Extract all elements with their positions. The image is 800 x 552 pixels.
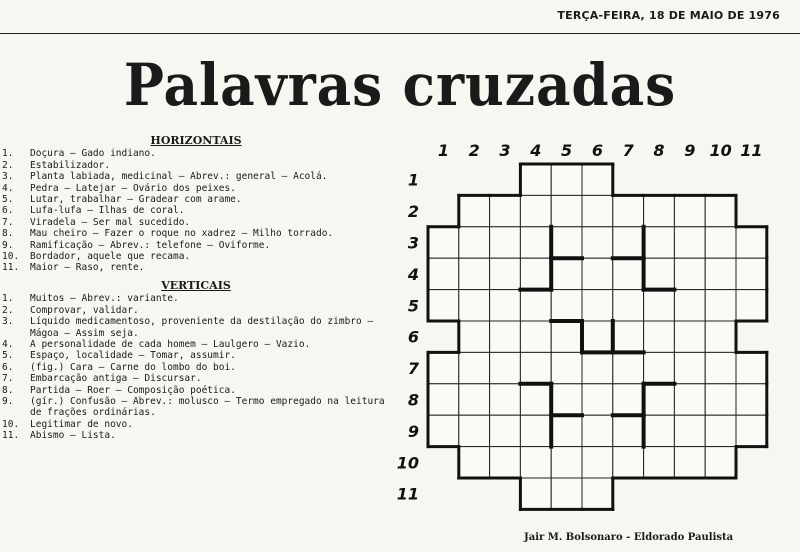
clue-number: 3. [2, 316, 14, 328]
grid-cell[interactable] [582, 258, 613, 289]
grid-cell[interactable] [674, 227, 705, 258]
grid-cell[interactable] [490, 352, 521, 383]
grid-cell[interactable] [520, 258, 551, 289]
grid-cell[interactable] [520, 321, 551, 352]
grid-cell[interactable] [490, 195, 521, 226]
grid-cell[interactable] [520, 164, 551, 195]
row-number: 1 [407, 170, 419, 190]
grid-cell[interactable] [674, 384, 705, 415]
grid-cell[interactable] [674, 290, 705, 321]
row-number: 5 [407, 296, 419, 316]
column-number: 4 [530, 141, 542, 160]
clue-text: Mau cheiro — Fazer o roque no xadrez — Milho torrado. [30, 228, 334, 240]
clue-text: Espaço, localidade — Tomar, assumir. [30, 350, 236, 362]
grid-cell[interactable] [736, 415, 767, 446]
grid-cell[interactable] [582, 321, 613, 352]
grid-cell[interactable] [674, 321, 705, 352]
grid-cell[interactable] [551, 478, 582, 509]
clue-number: 10. [2, 251, 20, 263]
page-title: Palavras cruzadas [123, 51, 677, 119]
clue-text: Partida — Roer — Composição poética. [30, 384, 236, 396]
grid-cell[interactable] [551, 321, 582, 352]
grid-cell[interactable] [459, 258, 490, 289]
clue-number: 9. [2, 395, 14, 407]
grid-cell[interactable] [551, 227, 582, 258]
grid-cell[interactable] [490, 415, 521, 446]
clue-number: 5. [2, 194, 14, 206]
grid-cell[interactable] [428, 415, 459, 446]
column-number: 3 [499, 141, 511, 160]
row-number: 2 [407, 202, 419, 222]
row-number: 7 [407, 359, 419, 379]
clue-text: Planta labiada, medicinal — Abrev.: general — Acolá. [30, 171, 328, 183]
clue-number: 8. [2, 384, 14, 396]
date-line: TERÇA-FEIRA, 18 DE MAIO DE 1976 [557, 9, 780, 22]
grid-cell[interactable] [490, 447, 521, 478]
grid-cell[interactable] [582, 195, 613, 226]
clue-text: Lufa-lufa — Ilhas de coral. [30, 205, 185, 217]
grid-cell[interactable] [613, 227, 644, 258]
grid-cell[interactable] [428, 290, 459, 321]
grid-cell[interactable] [674, 352, 705, 383]
grid-cell[interactable] [551, 290, 582, 321]
grid-cell[interactable] [644, 321, 675, 352]
grid-cell[interactable] [459, 415, 490, 446]
grid-cell[interactable] [459, 321, 490, 352]
grid-cell[interactable] [490, 384, 521, 415]
grid-cell[interactable] [736, 384, 767, 415]
grid-cell[interactable] [705, 321, 736, 352]
clue-number: 10. [2, 418, 20, 430]
grid-cell[interactable] [551, 415, 582, 446]
grid-cell[interactable] [520, 290, 551, 321]
grid-cell[interactable] [644, 290, 675, 321]
grid-cell[interactable] [551, 164, 582, 195]
grid-cell[interactable] [582, 384, 613, 415]
clue-number: 2. [2, 159, 14, 171]
clue-text: Viradela — Ser mal sucedido. [30, 216, 191, 228]
clue-number: 1. [2, 148, 14, 160]
grid-cell[interactable] [459, 195, 490, 226]
grid-cell[interactable] [520, 447, 551, 478]
column-number: 11 [740, 141, 763, 160]
column-number: 2 [468, 141, 480, 160]
grid-cell[interactable] [551, 447, 582, 478]
grid-cell[interactable] [736, 227, 767, 258]
grid-cell[interactable] [520, 415, 551, 446]
clue-number: 6. [2, 205, 14, 217]
grid-cell[interactable] [613, 321, 644, 352]
clue-text: Abismo — Lista. [30, 430, 116, 442]
clue-text: (gír.) Confusão — Abrev.: molusco — Termo empregado na leitura de frações ordinárias. [30, 395, 385, 419]
grid-cell[interactable] [490, 321, 521, 352]
grid-cell[interactable] [459, 384, 490, 415]
grid-cell[interactable] [490, 290, 521, 321]
grid-cell[interactable] [428, 227, 459, 258]
row-number: 11 [396, 484, 419, 504]
grid-cell[interactable] [520, 478, 551, 509]
clue-text: Bordador, aquele que recama. [30, 251, 191, 263]
clue-text: Embarcação antiga — Discursar. [30, 373, 202, 385]
grid-cell[interactable] [736, 290, 767, 321]
author-credit: Jair M. Bolsonaro - Eldorado Paulista [524, 532, 734, 543]
grid-cell[interactable] [674, 447, 705, 478]
grid-cell[interactable] [613, 290, 644, 321]
clue-number: 8. [2, 228, 14, 240]
column-number: 1 [437, 141, 449, 160]
grid-cell[interactable] [613, 352, 644, 383]
grid-cell[interactable] [613, 415, 644, 446]
grid-cell[interactable] [520, 352, 551, 383]
column-number: 5 [561, 141, 573, 160]
row-number: 9 [407, 421, 419, 441]
clue-number: 2. [2, 304, 14, 316]
column-number: 8 [653, 141, 665, 160]
grid-cell[interactable] [644, 415, 675, 446]
grid-cell[interactable] [551, 352, 582, 383]
clue-number: 7. [2, 373, 14, 385]
clue-number: 11. [2, 430, 20, 442]
clue-number: 11. [2, 262, 20, 274]
grid-cell[interactable] [644, 227, 675, 258]
grid-cell[interactable] [490, 258, 521, 289]
row-number: 3 [407, 233, 419, 253]
grid-cell[interactable] [705, 447, 736, 478]
grid-cell[interactable] [613, 384, 644, 415]
column-number: 7 [622, 141, 634, 160]
clue-text: A personalidade de cada homem — Laulgero — Vazio. [30, 338, 311, 350]
grid-cell[interactable] [674, 195, 705, 226]
verticais-heading: VERTICAIS [161, 278, 231, 292]
grid-cell[interactable] [582, 415, 613, 446]
grid-cell[interactable] [644, 447, 675, 478]
clue-text: (fig.) Cara — Carne do lombo do boi. [30, 361, 236, 373]
grid-cell[interactable] [459, 352, 490, 383]
grid-cell[interactable] [736, 352, 767, 383]
clue-text: Líquido medicamentoso, proveniente da destilação do zimbro — Mágoa — Assim seja. [30, 316, 374, 339]
grid-cell[interactable] [459, 290, 490, 321]
grid-cell[interactable] [582, 478, 613, 509]
row-number: 8 [407, 390, 419, 410]
grid-cell[interactable] [582, 352, 613, 383]
clue-number: 6. [2, 361, 14, 373]
grid-cell[interactable] [674, 415, 705, 446]
grid-cell[interactable] [428, 352, 459, 383]
grid-cell[interactable] [736, 258, 767, 289]
row-number: 4 [407, 264, 419, 284]
row-number: 6 [407, 327, 419, 347]
clue-number: 4. [2, 182, 14, 194]
clue-number: 1. [2, 293, 14, 305]
clue-text: Lutar, trabalhar — Gradear com arame. [30, 194, 242, 206]
grid-cell[interactable] [613, 195, 644, 226]
grid-cell[interactable] [582, 164, 613, 195]
grid-cell[interactable] [551, 258, 582, 289]
grid-cell[interactable] [674, 258, 705, 289]
grid-cell[interactable] [613, 447, 644, 478]
grid-cell[interactable] [644, 195, 675, 226]
clue-text: Comprovar, validar. [30, 304, 139, 316]
clue-number: 7. [2, 216, 14, 228]
grid-cell[interactable] [582, 227, 613, 258]
clue-text: Maior — Raso, rente. [30, 262, 145, 274]
grid-cell[interactable] [520, 227, 551, 258]
grid-cell[interactable] [613, 258, 644, 289]
grid-cell[interactable] [644, 352, 675, 383]
grid-cell[interactable] [520, 195, 551, 226]
grid-cell[interactable] [459, 227, 490, 258]
clue-text: Legitimar de novo. [30, 418, 133, 430]
clue-text: Muitos — Abrev.: variante. [30, 293, 179, 305]
clue-number: 4. [2, 338, 14, 350]
grid-cell[interactable] [705, 290, 736, 321]
grid-cell[interactable] [459, 447, 490, 478]
grid-cell[interactable] [582, 290, 613, 321]
grid-cell[interactable] [705, 352, 736, 383]
grid-cell[interactable] [705, 195, 736, 226]
clue-number: 5. [2, 350, 14, 362]
grid-cell[interactable] [582, 447, 613, 478]
grid-cell[interactable] [428, 384, 459, 415]
grid-cell[interactable] [644, 258, 675, 289]
row-number: 10 [396, 453, 419, 473]
grid-cell[interactable] [551, 384, 582, 415]
grid-cell[interactable] [705, 258, 736, 289]
grid-cell[interactable] [428, 258, 459, 289]
clue-text: Pedra — Latejar — Ovário dos peixes. [30, 182, 236, 194]
clue-text: Estabilizador. [30, 159, 111, 171]
clue-number: 3. [2, 171, 14, 183]
horizontais-heading: HORIZONTAIS [150, 134, 242, 147]
grid-cell[interactable] [490, 227, 521, 258]
grid-cell[interactable] [644, 384, 675, 415]
grid-cell[interactable] [705, 384, 736, 415]
clue-number: 9. [2, 239, 14, 251]
grid-cell[interactable] [520, 384, 551, 415]
clue-text: Doçura — Gado indiano. [30, 148, 156, 160]
column-number: 9 [684, 141, 696, 160]
column-number: 6 [591, 141, 603, 160]
clue-text: Ramificação — Abrev.: telefone — Oviforme. [30, 239, 271, 251]
column-number: 10 [709, 141, 732, 160]
grid-cell[interactable] [551, 195, 582, 226]
grid-cell[interactable] [705, 227, 736, 258]
grid-cell[interactable] [705, 415, 736, 446]
